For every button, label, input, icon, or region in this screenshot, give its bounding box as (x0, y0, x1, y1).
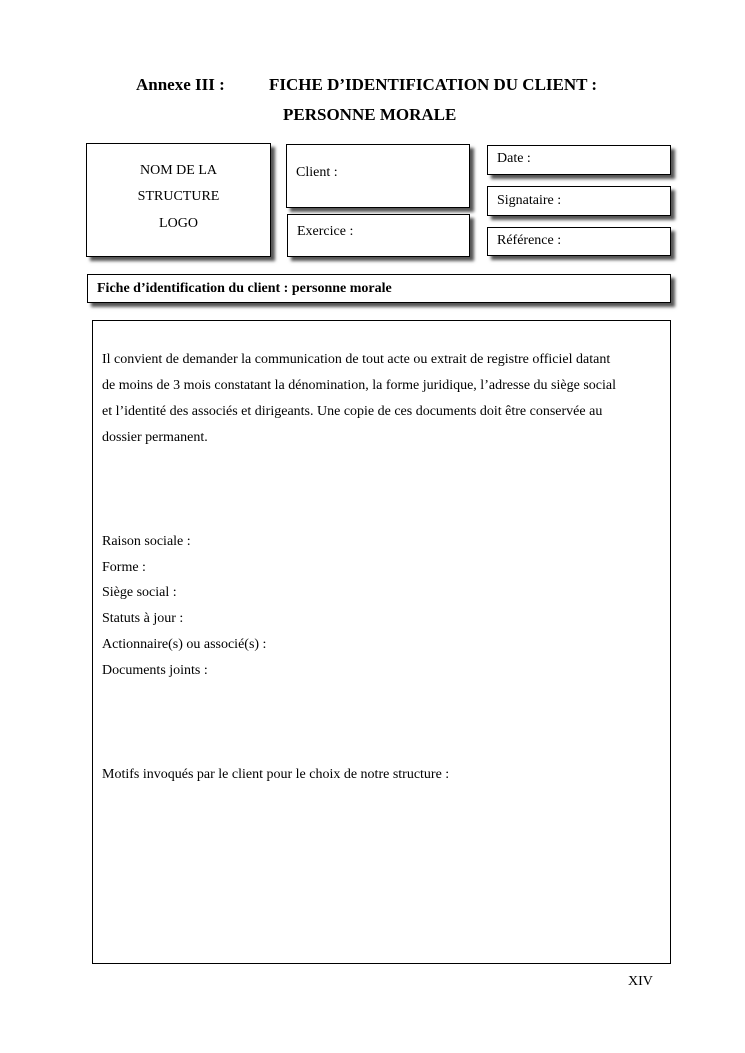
documents-joints-label: Documents joints : (102, 663, 208, 678)
date-field[interactable] (487, 145, 671, 175)
forme-label: Forme : (102, 560, 146, 575)
section-title: Fiche d’identification du client : personne morale (97, 281, 392, 296)
date-label: Date : (497, 151, 531, 166)
intro-text: dossier permanent. (102, 430, 208, 445)
intro-text: et l’identité des associés et dirigeants. Une copie de ces documents doit être conservée au (102, 404, 603, 419)
signataire-field[interactable] (487, 186, 671, 216)
siege-social-label: Siège social : (102, 585, 177, 600)
exercice-label: Exercice : (297, 224, 354, 239)
section-title-box (87, 274, 671, 303)
logo-text: STRUCTURE (137, 189, 220, 204)
logo-box (86, 143, 271, 257)
exercice-field[interactable] (287, 214, 470, 257)
intro-text: Il convient de demander la communication de tout acte ou extrait de registre officiel datant (102, 352, 611, 367)
page-title: FICHE D’IDENTIFICATION DU CLIENT : (269, 75, 598, 94)
motifs-label: Motifs invoqués par le client pour le choix de notre structure : (102, 767, 450, 782)
form-body (92, 320, 671, 964)
statuts-label: Statuts à jour : (102, 611, 184, 626)
signataire-label: Signataire : (497, 193, 562, 208)
logo-text: NOM DE LA (140, 163, 217, 178)
page-number: XIV (628, 974, 653, 989)
actionnaires-label: Actionnaire(s) ou associé(s) : (102, 637, 267, 652)
annex-label: Annexe III : (136, 75, 225, 94)
intro-text: de moins de 3 mois constatant la dénomination, la forme juridique, l’adresse du siège social (102, 378, 616, 393)
client-field[interactable] (286, 144, 470, 208)
logo-text: LOGO (159, 216, 198, 231)
raison-sociale-label: Raison sociale : (102, 534, 191, 549)
client-label: Client : (296, 165, 338, 180)
reference-label: Référence : (497, 233, 562, 248)
reference-field[interactable] (487, 227, 671, 256)
page-subtitle: PERSONNE MORALE (283, 105, 457, 124)
